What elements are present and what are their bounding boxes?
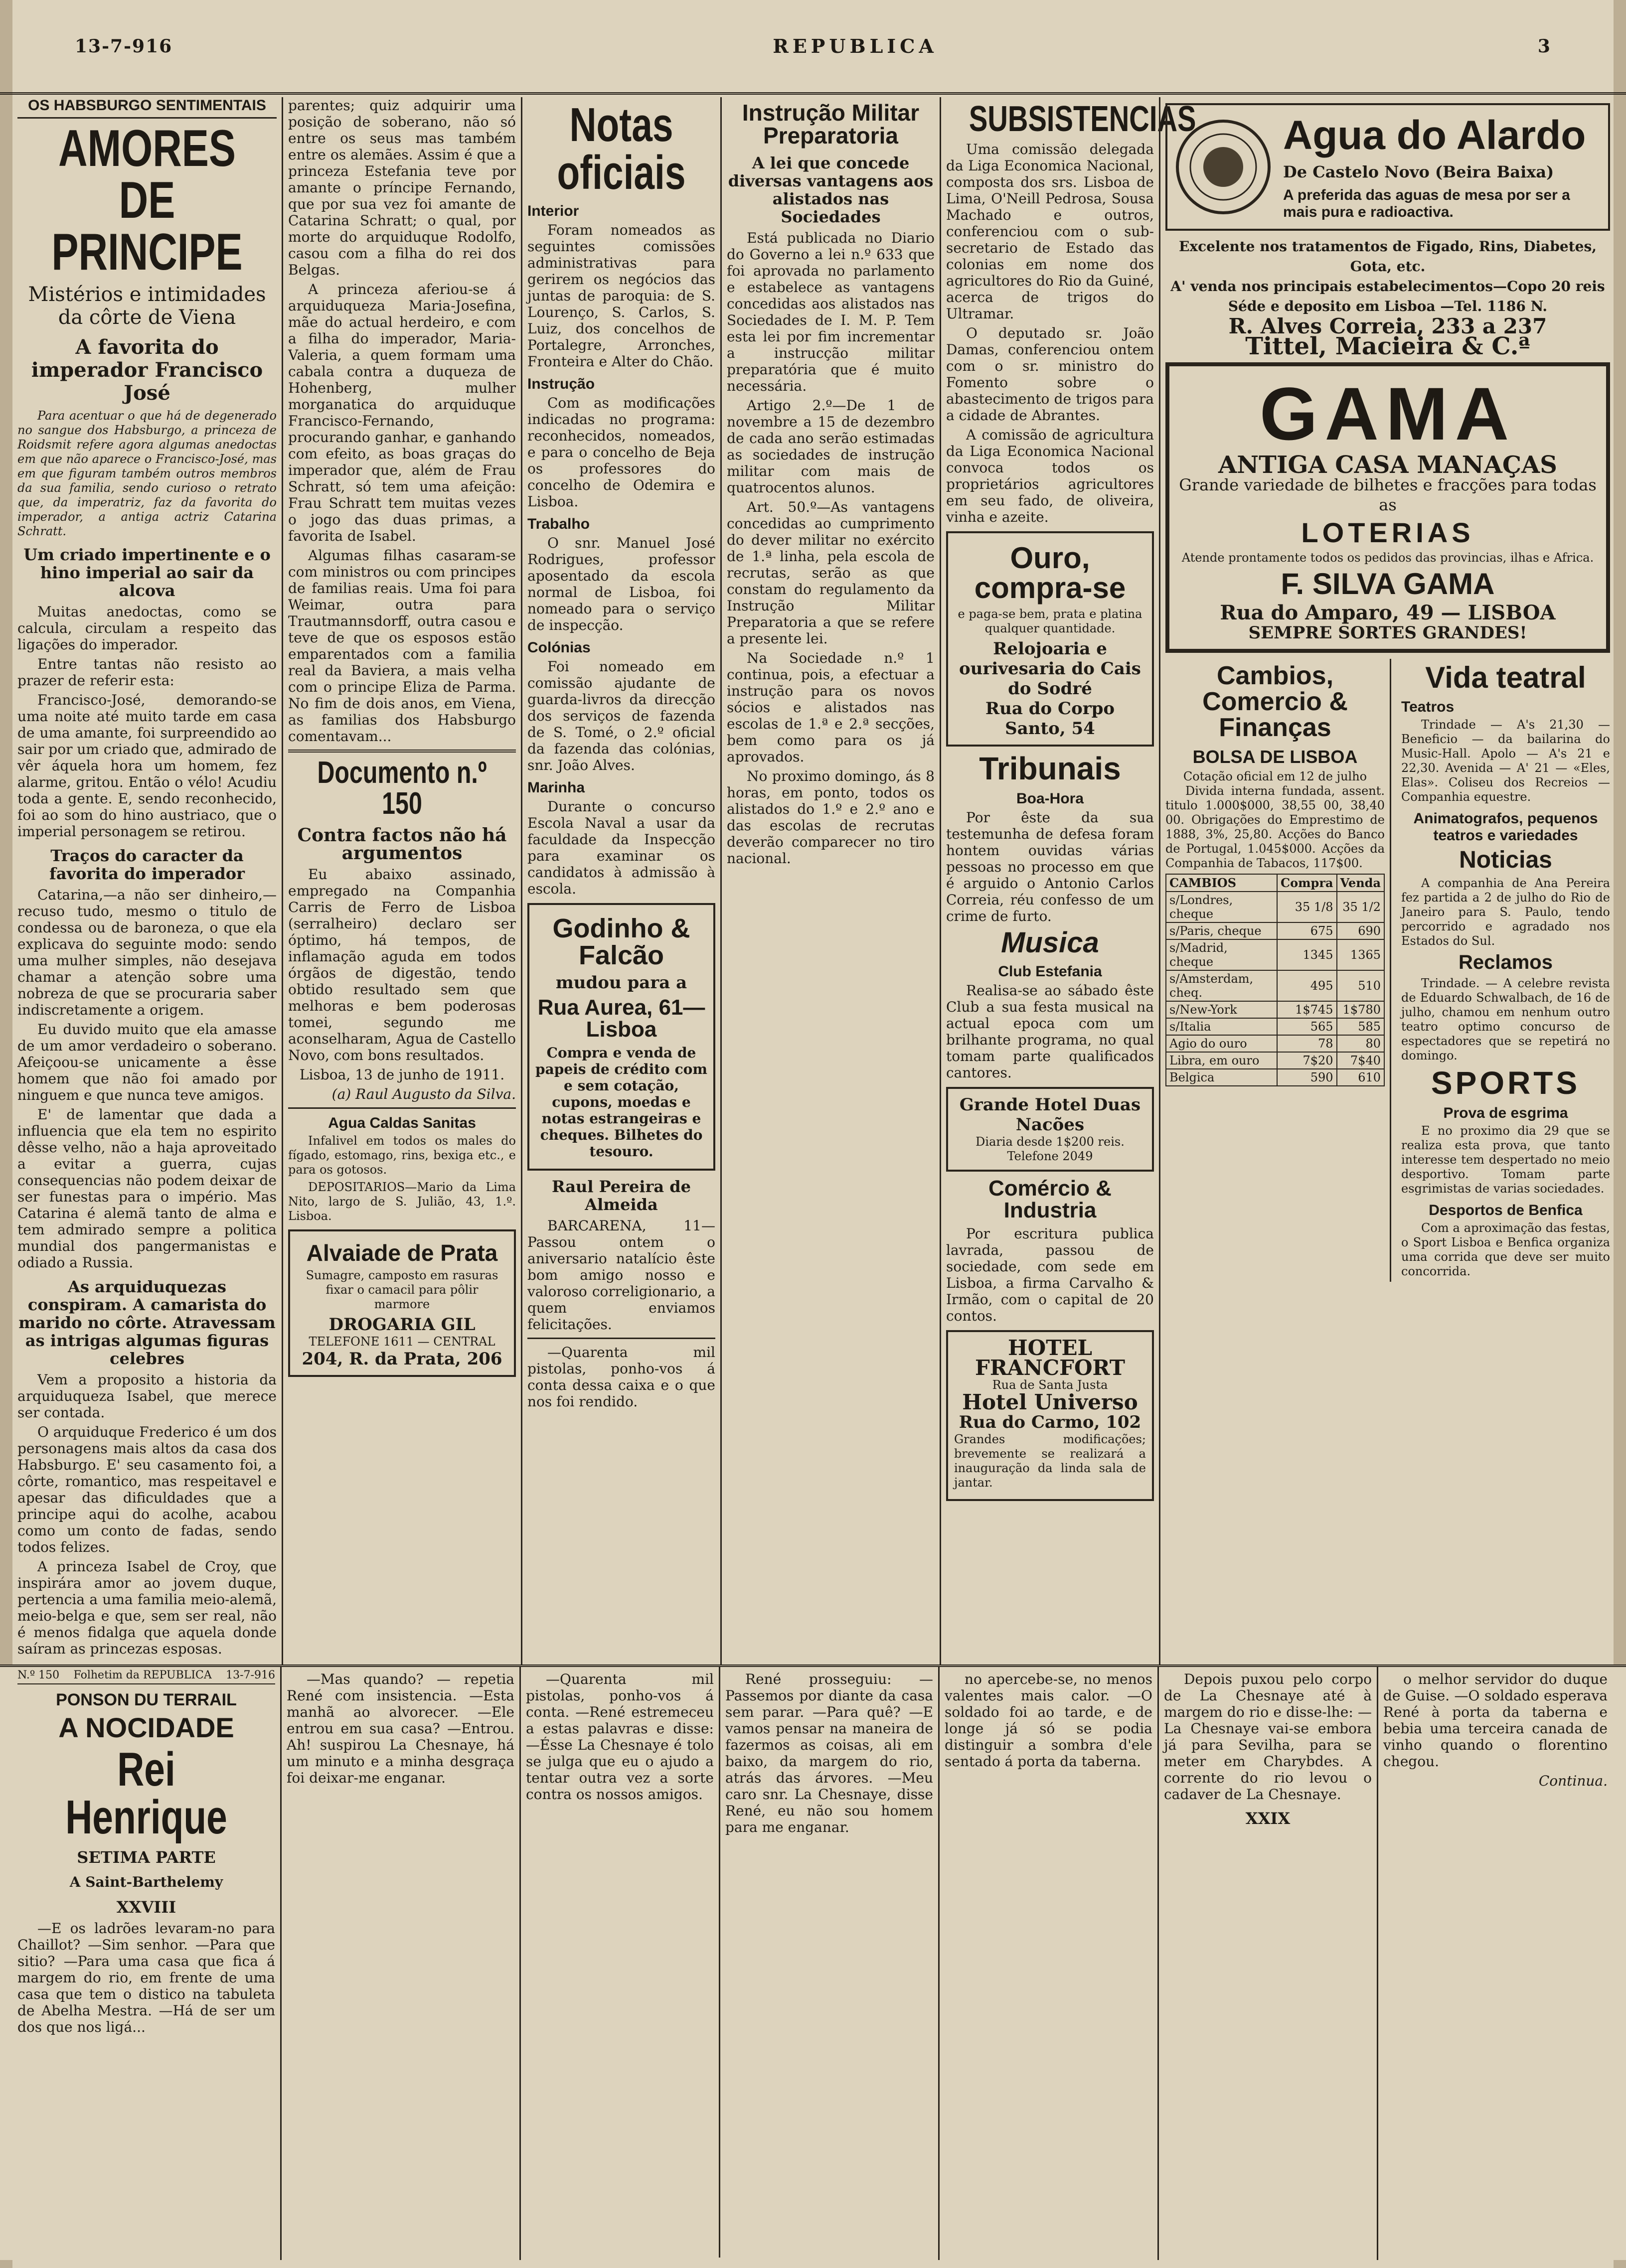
- divider: [527, 1338, 715, 1339]
- hotel-universo-address: Rua do Carmo, 102: [959, 1412, 1141, 1432]
- feuilleton-part: SETIMA PARTE: [77, 1848, 216, 1867]
- rate-cell: Belgica: [1166, 1069, 1277, 1086]
- feuilleton-text: —Mas quando? — repetia René com insistencia. —Esta manhã ao alvorecer. —Ele entrou em sua casa? —Entrou. Ah! suspirou La Chesnaye, há um minuto e a minha desgraça foi deixar-me enganar.: [287, 1671, 514, 1786]
- col1-paragraph: Vem a proposito a historia da arquiduqueza Isabel, que merece ser contada.: [17, 1371, 277, 1421]
- table-row: [1166, 1069, 1384, 1086]
- rate-cell: 495: [1277, 970, 1336, 1001]
- col1-paragraph: A princeza Isabel de Croy, que inspirára amor ao jovem duque, pertencia a uma familia meio-alemã, meio-belga e que, sem ser real, não é menos fidalga que aquela donde saíram as princezas esposas.: [17, 1558, 277, 1657]
- ad-godinho-text: Compra e venda de papeis de crédito com e sem cotação, cupons, moedas e notas estrangeiras e cheques. Bilhetes do tesouro.: [535, 1045, 707, 1160]
- vida-teatral-column: [1401, 659, 1610, 1282]
- ad-ouro-text: e paga-se bem, prata e platina qualquer quantidade.: [958, 607, 1142, 635]
- ad-alvaiade-shop: DROGARIA GIL: [328, 1315, 476, 1335]
- rate-cell: s/Madrid, cheque: [1166, 939, 1277, 970]
- noticias-text: A companhia de Ana Pereira fez partida a 2 de julho do Rio de Janeiro para S. Paulo, tendo percorrido e agradado nos Estados do Sul.: [1401, 876, 1610, 948]
- rate-cell: 610: [1337, 1069, 1384, 1086]
- table-row: [1166, 922, 1384, 939]
- bolsa-title: BOLSA DE LISBOA: [1192, 747, 1358, 767]
- rate-cell: s/Paris, cheque: [1166, 922, 1277, 939]
- ad-agua-caldas-text: Infalivel em todos os males do fígado, estomago, rins, bexiga etc., e para os gotosos.: [288, 1134, 516, 1177]
- hotel-universo-name: Hotel Universo: [962, 1390, 1138, 1414]
- ad-alvaiade-phone: TELEFONE 1611 — CENTRAL: [309, 1335, 495, 1349]
- agua-alardo-sub: De Castelo Novo (Beira Baixa): [1283, 162, 1554, 181]
- instrucao-paragraph: Artigo 2.º—De 1 de novembre a 15 de dezembro de cada ano serão estimadas as sociedades de instrução militar com mais de quatrocentos alunos.: [727, 397, 935, 496]
- gama-loterias: LOTERIAS: [1301, 517, 1474, 548]
- header-page-number: 3: [1537, 35, 1551, 57]
- gama-address: Rua do Amparo, 49 — LISBOA: [1220, 601, 1556, 624]
- col1-headline: AMORES DE PRINCIPE: [51, 120, 243, 281]
- rate-cell: 80: [1337, 1035, 1384, 1052]
- ad-agua-caldas-title: Agua Caldas Sanitas: [328, 1115, 476, 1131]
- bolsa-subtitle: Cotação oficial em 12 de julho: [1183, 769, 1367, 783]
- rate-cell: s/Italia: [1166, 1018, 1277, 1035]
- tribunais-sub: Boa-Hora: [1016, 790, 1084, 807]
- notas-section-marinha: Marinha: [527, 779, 585, 796]
- feuilleton-text: René prosseguiu: —Passemos por diante da casa sem parar. —Para quê? —E vamos pensar na maneira de fazermos as coisas, ali em baixo, da margem do rio, atrás das árvores. —Meu caro snr. La Chesnaye, disse René, eu não sou homem para me enganar.: [725, 1671, 933, 1835]
- rate-cell: 7$20: [1277, 1052, 1336, 1069]
- subsistencias-headline: SUBSISTENCIAS: [969, 99, 1196, 139]
- sports-title: SPORTS: [1431, 1065, 1581, 1101]
- rates-header-row: [1166, 874, 1384, 892]
- ad-agua-caldas-depot: DEPOSITARIOS—Mario da Lima Nito, largo de S. Julião, 43, 1.º. Lisboa.: [288, 1180, 516, 1223]
- table-row: [1166, 892, 1384, 922]
- divider: [288, 1107, 516, 1109]
- rate-cell: 565: [1277, 1018, 1336, 1035]
- table-row: [1166, 1052, 1384, 1069]
- feuilleton-text: Depois puxou pelo corpo de La Chesnaye até à margem do rio e disse-lhe: —La Chesnaye vai-se embora já para Sevilha, para se meter em Charybdes. A corrente do rio levou o cadaver de La Chesnaye.: [1164, 1671, 1372, 1803]
- rates-header: Compra: [1277, 874, 1336, 892]
- rate-cell: 690: [1337, 922, 1384, 939]
- noticias-title: Noticias: [1459, 847, 1552, 873]
- subsistencias-paragraph: A comissão de agricultura da Liga Economica Nacional convoca todos os proprietários agricultores em seu fado, de oliveira, vinha e azeite.: [946, 427, 1154, 525]
- feuilleton-chapter: XXVIII: [116, 1898, 176, 1917]
- rate-cell: 1365: [1337, 939, 1384, 970]
- col1-section-2-title: Um criado impertinente e o hino imperial ao sair da alcova: [23, 545, 271, 600]
- raul-text: BARCARENA, 11—Passou ontem o aniversario natalício êste bom amigo nosso e valoroso correligionario, a quem enviamos felicitações.: [527, 1217, 715, 1333]
- gama-name: F. SILVA GAMA: [1281, 567, 1495, 601]
- feuilleton-title-a: A NOCIDADE: [58, 1712, 234, 1743]
- agua-alardo-address: R. Alves Correia, 233 a 237: [1228, 314, 1547, 338]
- subsistencias-paragraph: O deputado sr. João Damas, conferenciou ontem com o sr. ministro do Fomento sobre o abastecimento de trigos para a cidade de Abrantes.: [946, 325, 1154, 424]
- instrucao-headline: Instrução Militar Preparatoria: [742, 100, 920, 149]
- rate-cell: s/New-York: [1166, 1001, 1277, 1018]
- musica-sub: Club Estefania: [998, 963, 1102, 980]
- feuilleton-text: —E os ladrões levaram-no para Chaillot? —Sim senhor. —Para que sitio? —Para uma casa que fica á margem do rio, em frente de uma casa que tem o distico na tabuleta de Abelha Mestra. —Há de ser um dos que nos ligá...: [17, 1920, 275, 2035]
- ad-godinho-falcao: [527, 903, 715, 1171]
- bolsa-text: Divida interna fundada, assent. titulo 1.000$000, 38,55 00, 38,40 00. Obrigações do Emprestimo de 1888, 3%, 25,80. Acções do Banco de Portugal, 1.045$000. Acções da Companhia de Tabacos, 117$00.: [1165, 784, 1385, 870]
- ad-ouro-title: Ouro, compra-se: [974, 541, 1126, 605]
- feuilleton-chapter-2: XXIX: [1245, 1809, 1291, 1828]
- instrucao-paragraph: Na Sociedade n.º 1 continua, pois, a efectuar a instrução para os novos sócios e alistados nas escolas de 1.ª e 2.ª secções, bem como para os já aprovados.: [727, 650, 935, 765]
- ad-ouro-shop: Relojoaria e ourivesaria do Cais do Sodré: [959, 639, 1141, 699]
- feuilleton-text: —Quarenta mil pistolas, ponho-vos á conta. —René estremeceu a estas palavras e disse: —Ésse La Chesnaye é tolo se julga que eu o ajudo a tentar outra vez a sorte contra os nossos amigos.: [526, 1671, 714, 1803]
- rates-table: [1165, 874, 1385, 1086]
- rate-cell: 1$745: [1277, 1001, 1336, 1018]
- table-row: [1166, 1001, 1384, 1018]
- col1-section-4-title: As arquiduquezas conspiram. A camarista do marido no côrte. Atravessam as intrigas algumas figuras celebres: [18, 1277, 276, 1368]
- col1-paragraph: Entre tantas não resisto ao prazer de referir esta:: [17, 656, 277, 689]
- cambios-title: Cambios, Comercio & Finanças: [1202, 661, 1348, 742]
- tribunais-title: Tribunais: [979, 751, 1121, 786]
- agua-alardo-sale: A' venda nos principais estabelecimentos—Copo 20 reis: [1170, 278, 1605, 295]
- rate-cell: 7$40: [1337, 1052, 1384, 1069]
- feuilleton-column-6: [1159, 1667, 1378, 2260]
- reclamos-title: Reclamos: [1459, 951, 1553, 973]
- feuilleton-continua: Continua.: [1538, 1773, 1608, 1789]
- table-row: [1166, 970, 1384, 1001]
- vida-teatral-title: Vida teatral: [1425, 661, 1586, 694]
- page-header: [0, 0, 1626, 95]
- agua-alardo-tag: A preferida das aguas de mesa por ser a mais pura e radioactiva.: [1283, 187, 1570, 220]
- doc-deck: Contra factos não há argumentos: [297, 825, 507, 864]
- rate-cell: 35 1/2: [1337, 892, 1384, 922]
- feuilleton-title-column: [12, 1667, 282, 2260]
- col2-paragraph: A princeza aferiou-se á arquiduqueza Maria-Josefina, mãe do actual herdeiro, e com a filha do imperador, Maria-Valeria, a quem formam uma cabala contra a duqueza de Hohenberg, mulher morganatica do arquiduque Francisco-Fernando, procurando ganhar, e ganhando com efeito, as boas graças do imperador que, além de Frau Schratt, só tem uma afeição: Frau Schratt tem muitas vezes o jogo das duas primas, a favorita de Isabel.: [288, 281, 516, 544]
- rate-cell: 1345: [1277, 939, 1336, 970]
- feuilleton-text: no apercebe-se, no menos valentes mais calor. —O soldado foi ao tarde, e de longe já só se podia distinguir a sombra d'ele sentado á porta da taberna.: [945, 1671, 1152, 1770]
- hotel-duas-nacoes-text: Diaria desde 1$200 reis. Telefone 2049: [976, 1135, 1125, 1163]
- agua-alardo-firm: Tittel, Macieira & C.ª: [1245, 332, 1530, 360]
- rate-cell: 510: [1337, 970, 1384, 1001]
- table-row: [1166, 1018, 1384, 1035]
- feuilleton-column-3: [521, 1667, 720, 2258]
- seal-logo: [1173, 117, 1273, 217]
- rate-cell: s/Amsterdam, cheq.: [1166, 970, 1277, 1001]
- ad-godinho-sub: mudou para a: [555, 973, 687, 993]
- doc-signature: (a) Raul Augusto da Silva.: [331, 1086, 516, 1102]
- rate-cell: 675: [1277, 922, 1336, 939]
- notas-headline: Notas oficiais: [557, 98, 686, 199]
- hotel-francfort-address: Rua de Santa Justa: [992, 1378, 1108, 1392]
- instrucao-paragraph: No proximo domingo, ás 8 horas, em ponto, todos os alistados do 1.º e 2.º ano e das escolas de recrutas deverão comparecer no tiro nacional.: [727, 768, 935, 867]
- ad-agua-alardo: [1165, 103, 1610, 231]
- subsistencias-paragraph: Uma comissão delegada da Liga Economica Nacional, composta dos srs. Lisboa de Lima, O'Neill Pedrosa, Sousa Machado e outros, conferenciou com o sub-secretario de Estado das colonias em nome dos agricultores do Rio da Guiné, acerca de trigos do Ultramar.: [946, 141, 1154, 322]
- table-row: [1166, 1035, 1384, 1052]
- comercio-text: Por escritura publica lavrada, passou de sociedade, com sede em Lisboa, a firma Carvalho & Irmão, com o capital de 20 contos.: [946, 1225, 1154, 1324]
- ad-ouro-address: Rua do Corpo Santo, 54: [985, 699, 1115, 739]
- agua-alardo-title: Agua do Alardo: [1283, 113, 1586, 158]
- ad-godinho-title: Godinho & Falcão: [552, 913, 690, 970]
- feuilleton-number: N.º 150: [17, 1669, 60, 1681]
- feuilleton-column-2: [282, 1667, 521, 2260]
- col1-subtitle: Mistérios e intimidades da côrte de Viena: [28, 283, 266, 329]
- feuilleton-column-4: [720, 1667, 940, 2260]
- col1-paragraph: Francisco-José, demorando-se uma noite até muito tarde em casa de uma amante, foi surpreendido ao sair por um criado que, admirado de vêr áquela hora um homem, fez alarme, gritou. Então o vélo! Acudiu toda a gente. E, sendo reconhecido, foi ao som do hino austriaco, que o imperial personagem se retirou.: [17, 692, 277, 840]
- col1-kicker: OS HABSBURGO SENTIMENTAIS: [17, 97, 277, 119]
- ad-godinho-address: Rua Aurea, 61—Lisboa: [537, 995, 705, 1042]
- gama-text: Grande variedade de bilhetes e fracções para todas as: [1179, 475, 1597, 514]
- col1-paragraph: Catarina,—a não ser dinheiro,—recuso tudo, mesmo o titulo de condessa ou de baroneza, o que ela explicava do seguinte modo: sendo uma mulher simples, não desejava chamar a atenção sobre uma nobreza de que se procuraria saber indiscretamente a origem.: [17, 887, 277, 1018]
- col1-section-3-title: Traços do caracter da favorita do imperador: [49, 846, 245, 883]
- rate-cell: 585: [1337, 1018, 1384, 1035]
- doc-text: Eu abaixo assinado, empregado na Companhia Carris de Ferro de Lisboa (serralheiro) declaro ser óptimo, há tempos, de inflamação aguda em todos órgãos de digestão, tendo obtido resultado sem que melhoras e bem poderosas tomei, segundo me aconselharam, Agua de Castello Novo, com bons resultados.: [288, 866, 516, 1063]
- ad-hotel-duas-nacoes: [946, 1087, 1154, 1172]
- notas-section-interior: Interior: [527, 203, 579, 219]
- rate-cell: 35 1/8: [1277, 892, 1336, 922]
- feuilleton-subpart: A Saint-Barthelemy: [69, 1874, 223, 1890]
- ad-alvaiade-title: Alvaiade de Prata: [306, 1240, 498, 1266]
- reclamos-text: Trindade. — A celebre revista de Eduardo Schwalbach, de 16 de julho, chamou em nenhum outro teatro optimo concurso de espectadores que se repetirá no domingo.: [1401, 976, 1610, 1062]
- feuilleton-author: PONSON DU TERRAIL: [56, 1690, 237, 1709]
- rate-cell: 78: [1277, 1035, 1336, 1052]
- table-row: [1166, 939, 1384, 970]
- divider: [288, 750, 516, 753]
- rates-header: CAMBIOS: [1166, 874, 1277, 892]
- doc-sign-place: Lisboa, 13 de junho de 1911.: [299, 1066, 505, 1083]
- ad-gama: [1165, 362, 1610, 653]
- sports-text: E no proximo dia 29 que se realiza esta prova, que tanto interesse tem despertado no meio desportivo. Tomam parte esgrimistas de varias sociedades.: [1401, 1124, 1610, 1196]
- ad-hotels: [946, 1330, 1154, 1501]
- notas-paragraph: Durante o concurso Escola Naval a usar da faculdade da Inspecção para examinar os candidatos à admissão à escola.: [527, 798, 715, 897]
- hotel-duas-nacoes-name: Grande Hotel Duas Nacões: [959, 1095, 1141, 1135]
- sports-sub: Prova de esgrima: [1443, 1105, 1568, 1121]
- rate-cell: 1$780: [1337, 1001, 1384, 1018]
- feuilleton-text: —Quarenta mil pistolas, ponho-vos á conta dessa caixa e o que nos foi rendido.: [527, 1344, 715, 1410]
- gama-title: GAMA: [1259, 372, 1516, 455]
- doc-headline: Documento n.º 150: [317, 756, 487, 821]
- notas-paragraph: O snr. Manuel José Rodrigues, professor aposentado da escola normal de Lisboa, foi nomeado para o serviço de inspecção.: [527, 535, 715, 633]
- col2-paragraph: Algumas filhas casaram-se com ministros ou com principes de familias reais. Uma foi para Weimar, outra para Trautmannsdorff, outra casou e teve de que os esposos estão emparentados com a familia real da Baviera, a mais velha com o principe Eliza de Parma. No fim de dois anos, em Viena, as familias dos Habsburgo comentavam...: [288, 547, 516, 745]
- musica-text: Realisa-se ao sábado êste Club a sua festa musical na actual epoca com um brilhante programa, no qual tomam parte qualificados cantores.: [946, 982, 1154, 1081]
- ad-alvaiade-address: 204, R. da Prata, 206: [302, 1349, 502, 1369]
- col1-paragraph: Eu duvido muito que ela amasse de um amor verdadeiro o soberano. Afeiçoou-se unicamente a êsse homem que não foi amado por ninguem e que nunca teve amigos.: [17, 1021, 277, 1103]
- col1-paragraph: O arquiduque Frederico é um dos personagens mais altos da casa dos Habsburgo. E' seu casamento foi, a côrte, romantico, mas respeitavel e apesar das dificuldades que a principe aqui do acolhe, acabou como um conto de fadas, sendo todos felizes.: [17, 1424, 277, 1555]
- agua-alardo-text: Excelente nos tratamentos de Figado, Rins, Diabetes, Gota, etc.: [1179, 238, 1597, 275]
- instrucao-deck: A lei que concede diversas vantagens aos alistados nas Sociedades: [728, 153, 934, 226]
- col1-deck: A favorita do imperador Francisco José: [31, 335, 263, 405]
- notas-section-colonias: Colónias: [527, 639, 591, 656]
- rates-header: Venda: [1337, 874, 1384, 892]
- instrucao-paragraph: Art. 50.º—As vantagens concedidas ao cumprimento do dever militar no exército de 1.ª linha, pela escola de recrutas, serão as que constam do regulamento da Instrução Militar Preparatoria a que se refere a presente lei.: [727, 499, 935, 647]
- rate-cell: s/Londres, cheque: [1166, 892, 1277, 922]
- feuilleton-band: [0, 1664, 1626, 2260]
- feuilleton-bar-title: Folhetim da REPUBLICA: [73, 1669, 212, 1681]
- hotel-universo-text: Grandes modificações; brevemente se realizará a inauguração da linda sala de jantar.: [954, 1432, 1146, 1490]
- ad-alvaiade: [288, 1229, 516, 1377]
- notas-paragraph: Foram nomeados as seguintes comissões administrativas para gerirem os negócios das juntas de paroquia: de S. Lourenço, S. Carlos, S. Luiz, dos concelhos de Portalegre, Arronches, Fronteira e Alter do Chão.: [527, 222, 715, 370]
- ad-alvaiade-text: Sumagre, camposto em rasuras fixar o camacil para pôlir marmore: [306, 1268, 498, 1311]
- header-date: 13-7-916: [75, 35, 173, 57]
- feuilleton-title-b: Rei Henrique: [65, 1743, 227, 1844]
- musica-title: Musica: [1001, 926, 1099, 959]
- feuilleton-column-7: [1378, 1667, 1613, 2260]
- rate-cell: Libra, em ouro: [1166, 1052, 1277, 1069]
- benfica-text: Com a aproximação das festas, o Sport Lisboa e Benfica organiza uma corrida que deve ser muito concorrida.: [1401, 1221, 1610, 1278]
- hotel-francfort-name: HOTEL FRANCFORT: [975, 1336, 1125, 1380]
- col1-lead: Para acentuar o que há de degenerado no sangue dos Habsburgo, a princeza de Roidsmit refere agora algumas anedoctas em que não aparece o Francisco-José, mas em que figuram também outros membros da sua familia, sendo curioso o retrato que, da imperatriz, faz da favorita do imperador, a antiga actriz Catarina Schratt.: [17, 409, 277, 538]
- agua-alardo-depot: Séde e deposito em Lisboa —Tel. 1186 N.: [1228, 298, 1548, 314]
- col1-paragraph: E' de lamentar que dada a influencia que ela tem no espirito dêsse velho, não a haja aproveitado a evitar a guerra, cujas consequencias não podem deixar de ser funestas para o império. Mas Catarina é alemã tanto de alma e tem admirado sempre a politica mundial dos pangermanistas e odiado a Russia.: [17, 1106, 277, 1271]
- feuilleton-bar: [17, 1667, 275, 1684]
- benfica-title: Desportos de Benfica: [1429, 1202, 1583, 1218]
- gama-sub: ANTIGA CASA MANAÇAS: [1218, 451, 1557, 479]
- gama-tag: SEMPRE SORTES GRANDES!: [1248, 623, 1527, 643]
- feuilleton-column-5: [940, 1667, 1159, 2260]
- vida-theatres: Teatros: [1401, 699, 1455, 715]
- lower-split: [1165, 659, 1610, 1282]
- rate-cell: Agio do ouro: [1166, 1035, 1277, 1052]
- comercio-title: Comércio & Industria: [988, 1176, 1112, 1222]
- ad-ouro: [946, 531, 1154, 747]
- feuilleton-bar-date: 13-7-916: [226, 1669, 275, 1681]
- col1-paragraph: Muitas anedoctas, como se calcula, circulam a respeito das ligações do imperador.: [17, 604, 277, 653]
- tribunais-text: Por êste da sua testemunha de defesa foram hontem ouvidas várias pessoas no processo em que é arguido o Antonio Carlos Correia, réu confesso de um crime de furto.: [946, 809, 1154, 924]
- vida-anim-title: Animatografos, pequenos teatros e variedades: [1413, 810, 1598, 844]
- cambios-column: [1165, 659, 1391, 1282]
- header-paper-title: REPUBLICA: [773, 35, 938, 57]
- col2-paragraph: parentes; quiz adquirir uma posição de soberano, não só entre os seus mas também entre os alemães. Assim é que a princeza Estefania teve por amante o príncipe Fernando, que por sua vez foi amante de Catarina Schratt; o qual, por morte do arquiduque Rodolfo, casou com a filha do rei dos Belgas.: [288, 97, 516, 278]
- raul-title: Raul Pereira de Almeida: [551, 1177, 691, 1214]
- instrucao-paragraph: Está publicada no Diario do Governo a lei n.º 633 que foi aprovada no parlamento e estabelece as vantagens concedidas aos alistados nas Sociedades de I. M. P. Tem esta lei por fim incrementar a instrucção militar preparatória que é muito necessária.: [727, 230, 935, 394]
- notas-section-instrucao: Instrução: [527, 376, 595, 392]
- notas-paragraph: Foi nomeado em comissão ajudante de guarda-livros da direcção dos serviços de fazenda de S. Tomé, o 2.º oficial da fazenda das colónias, snr. João Alves.: [527, 658, 715, 773]
- vida-text: Trindade — A's 21,30 — Beneficio — da bailarina do Music-Hall. Apolo — A's 21 e 22,30. Avenida — A' 21 — «Eles, Elas». Coliseu dos Recreios — Companhia equestre.: [1401, 718, 1610, 804]
- notas-paragraph: Com as modificações indicadas no programa: reconhecidos, nomeados, e para o concelho de Beja os professores do concelho de Odemira e Lisboa.: [527, 395, 715, 510]
- feuilleton-text: o melhor servidor do duque de Guise. —O soldado esperava René à porta da taberna e bebia uma terceira canada de vinho quando o florentino chegou.: [1383, 1671, 1608, 1770]
- rate-cell: 590: [1277, 1069, 1336, 1086]
- notas-section-trabalho: Trabalho: [527, 516, 590, 532]
- gama-small-text: Atende prontamente todos os pedidos das provincias, ilhas e Africa.: [1181, 551, 1594, 565]
